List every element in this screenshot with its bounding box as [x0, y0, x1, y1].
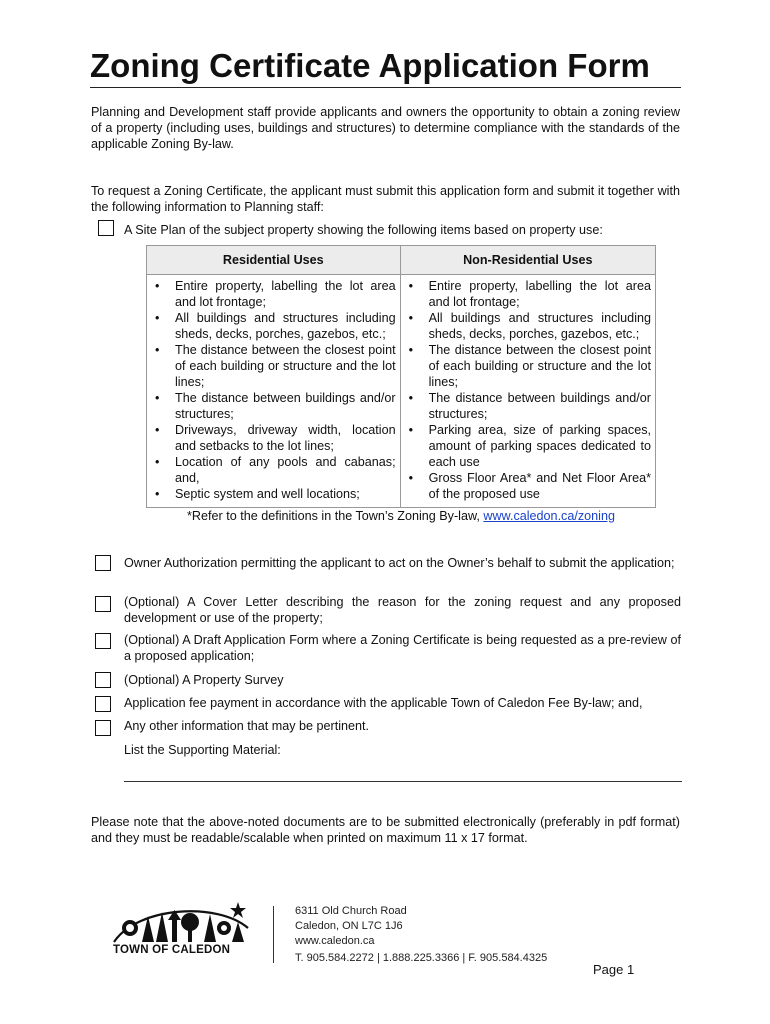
- property-survey-label: (Optional) A Property Survey: [124, 673, 284, 687]
- residential-header: Residential Uses: [147, 246, 401, 275]
- draft-form-label: (Optional) A Draft Application Form where a Zoning Certificate is being requested as a pre-review of a proposed application;: [124, 633, 681, 663]
- owner-authorization-label: Owner Authorization permitting the applicant to act on the Owner’s behalf to submit the application;: [124, 556, 675, 570]
- fee-payment-checkbox[interactable]: [95, 696, 111, 712]
- definitions-note-text: *Refer to the definitions in the Town’s Zoning By-law,: [187, 509, 484, 523]
- list-item: • Location of any pools and cabanas; and,: [151, 454, 396, 486]
- site-plan-label: A Site Plan of the subject property showing the following items based on property use:: [124, 223, 603, 237]
- website-text: www.caledon.ca: [295, 935, 375, 947]
- owner-authorization-checkbox[interactable]: [95, 555, 111, 571]
- page-title: Zoning Certificate Application Form: [90, 47, 650, 84]
- town-logo: [108, 898, 258, 944]
- town-logo-icon: [108, 898, 258, 944]
- non-residential-header: Non-Residential Uses: [400, 246, 655, 275]
- list-item: • All buildings and structures including sheds, decks, porches, gazebos, etc.;: [151, 310, 396, 342]
- list-item: • Parking area, size of parking spaces, amount of parking spaces dedicated to each use: [405, 422, 651, 470]
- list-item: • Driveways, driveway width, location and setbacks to the lot lines;: [151, 422, 396, 454]
- closing-paragraph: Please note that the above-noted documents are to be submitted electronically (preferably in pdf format) and they must be readable/scalable when printed on maximum 11 x 17 format.: [91, 815, 680, 845]
- non-residential-cell: [400, 275, 655, 508]
- cover-letter-checkbox[interactable]: [95, 596, 111, 612]
- supporting-material-label: List the Supporting Material:: [124, 743, 281, 757]
- list-item: • All buildings and structures including sheds, decks, porches, gazebos, etc.;: [405, 310, 651, 342]
- logo-wordmark: TOWN OF CALEDON: [113, 944, 231, 956]
- zoning-link[interactable]: www.caledon.ca/zoning: [483, 509, 615, 523]
- list-item: • Entire property, labelling the lot area and lot frontage;: [151, 278, 396, 310]
- intro-paragraph: Planning and Development staff provide applicants and owners the opportunity to obtain a zoning review of a property (including uses, buildings and structures) to determine compliance with the standards of the applicable Zoning By-law.: [91, 105, 680, 151]
- other-info-checkbox[interactable]: [95, 720, 111, 736]
- uses-table: [146, 245, 656, 508]
- non-residential-list: [405, 278, 651, 502]
- property-survey-checkbox[interactable]: [95, 672, 111, 688]
- residential-cell: [147, 275, 401, 508]
- site-plan-checkbox[interactable]: [98, 220, 114, 236]
- fee-payment-label: Application fee payment in accordance with the applicable Town of Caledon Fee By-law; and,: [124, 696, 643, 710]
- list-item: • The distance between buildings and/or structures;: [151, 390, 396, 422]
- title-rule: [90, 87, 681, 88]
- list-item: • Gross Floor Area* and Net Floor Area* of the proposed use: [405, 470, 651, 502]
- phone-numbers: T. 905.584.2272 | 1.888.225.3366 | F. 905.584.4325: [295, 952, 548, 964]
- list-item: • The distance between the closest point of each building or structure and the lot lines;: [405, 342, 651, 390]
- list-item: • The distance between buildings and/or structures;: [405, 390, 651, 422]
- residential-list: [151, 278, 396, 502]
- definitions-note: [146, 508, 656, 524]
- address-line-1: 6311 Old Church Road: [295, 905, 407, 917]
- cover-letter-label: (Optional) A Cover Letter describing the reason for the zoning request and any proposed development or use of the property;: [124, 595, 681, 625]
- list-item: • The distance between the closest point of each building or structure and the lot lines;: [151, 342, 396, 390]
- supporting-material-field[interactable]: [124, 781, 682, 782]
- footer-divider: [273, 906, 274, 963]
- address-line-2: Caledon, ON L7C 1J6: [295, 920, 403, 932]
- list-item: • Entire property, labelling the lot area and lot frontage;: [405, 278, 651, 310]
- draft-form-checkbox[interactable]: [95, 633, 111, 649]
- list-item: • Septic system and well locations;: [151, 486, 396, 502]
- other-info-label: Any other information that may be pertinent.: [124, 719, 370, 733]
- page-number: Page 1: [593, 962, 635, 977]
- request-paragraph: To request a Zoning Certificate, the applicant must submit this application form and submit it together with the following information to Planning staff:: [91, 184, 680, 214]
